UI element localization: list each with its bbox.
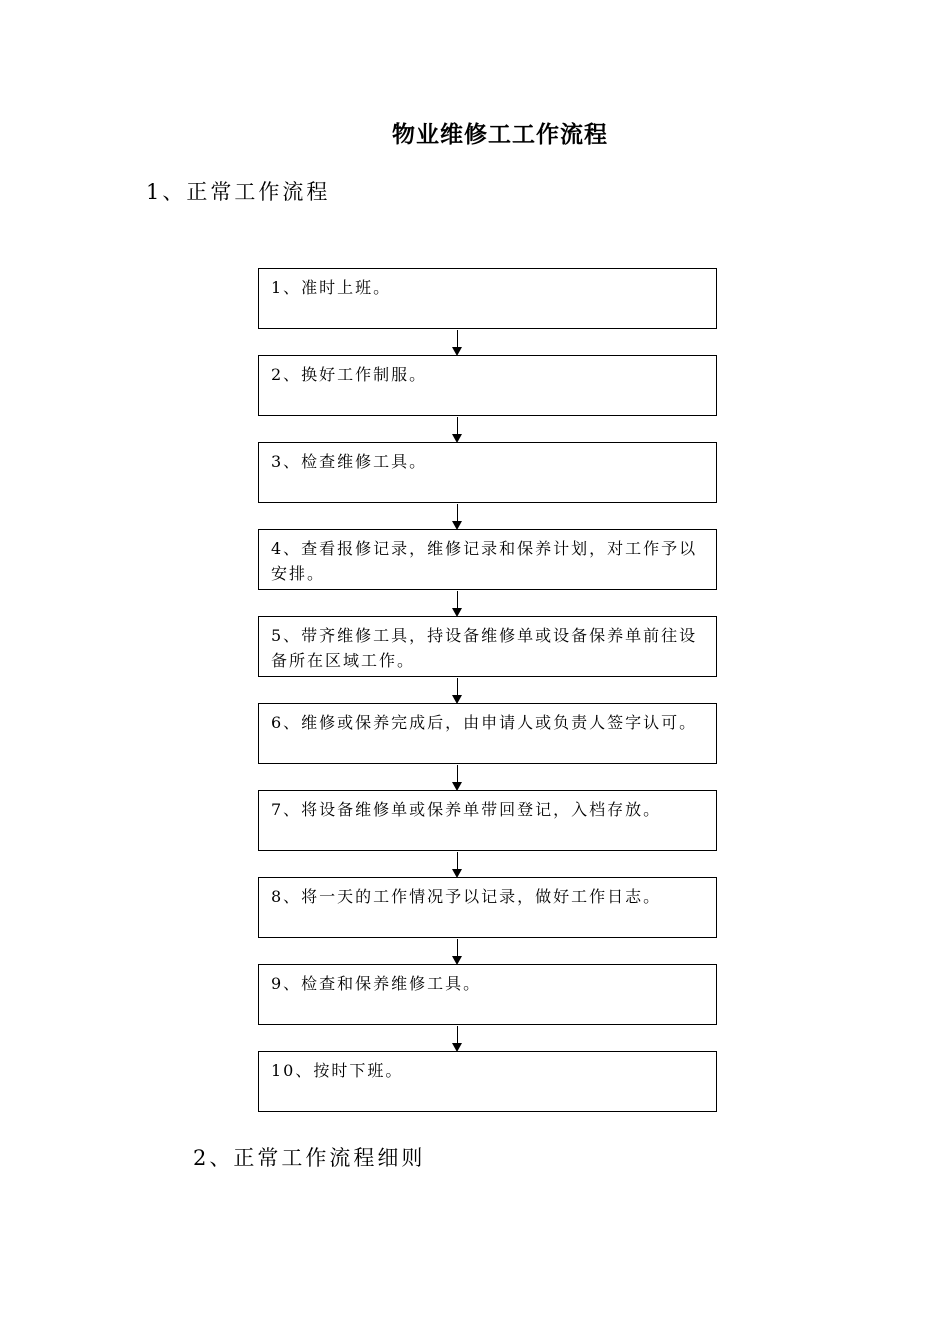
flow-step-2: 2、换好工作制服。 (258, 355, 717, 416)
flow-step-5: 5、带齐维修工具，持设备维修单或设备保养单前往设备所在区域工作。 (258, 616, 717, 677)
flow-step-7: 7、将设备维修单或保养单带回登记，入档存放。 (258, 790, 717, 851)
flow-step-8: 8、将一天的工作情况予以记录，做好工作日志。 (258, 877, 717, 938)
section-heading-normal-workflow: 1、正常工作流程 (146, 180, 331, 204)
flow-step-10: 10、按时下班。 (258, 1051, 717, 1112)
flow-step-6: 6、维修或保养完成后，由申请人或负责人签字认可。 (258, 703, 717, 764)
flow-step-9: 9、检查和保养维修工具。 (258, 964, 717, 1025)
section-heading-workflow-details: 2、正常工作流程细则 (193, 1146, 426, 1170)
flow-step-1: 1、准时上班。 (258, 268, 717, 329)
flow-step-4: 4、查看报修记录，维修记录和保养计划，对工作予以安排。 (258, 529, 717, 590)
document-title: 物业维修工工作流程 (392, 121, 608, 148)
flow-step-3: 3、检查维修工具。 (258, 442, 717, 503)
